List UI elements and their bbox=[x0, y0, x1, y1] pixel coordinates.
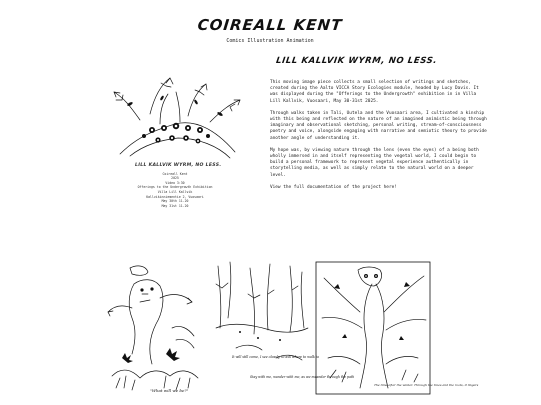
caption-line: 2025 bbox=[171, 176, 179, 181]
caption-line: May 31st 11-20 bbox=[161, 203, 189, 208]
plant-creature-illustration bbox=[100, 74, 250, 164]
caption-line: Kallvikinniementie 2, Vuosaari bbox=[146, 194, 204, 199]
sketch-note-middle-2: Stay with me, wander with me, as we meander through the path bbox=[250, 375, 355, 379]
documentation-link[interactable]: View the full documentation of the project here! bbox=[270, 184, 397, 190]
site-subtitle: Comics Illustration Animation bbox=[226, 38, 314, 44]
sketch-note-middle-1: It will still come, I see clearly, to ask where to walk to bbox=[232, 355, 320, 359]
artwork-caption bbox=[135, 163, 222, 208]
caption-line: May 30th 11-20 bbox=[161, 199, 189, 204]
sketch-creature-in-grass bbox=[102, 258, 208, 398]
sketch-note-right: The time after the winter. Through the trees and the roots, it lingers bbox=[374, 383, 479, 387]
project-title: LILL KALLVIK WYRM, NO LESS. bbox=[275, 56, 438, 66]
paragraph: My hope was, by viewing nature through the lens (even the eyes) of a being both wholly immersed in and itself representing the vegetal world, I could begin to build a personal framework to represent vegetal experience authentically in storytelling media, as well as simply relate to the natural world on a deeper level. bbox=[270, 147, 479, 178]
caption-line: Offerings to the Undergrowth Exhibition bbox=[137, 185, 213, 190]
sketch-note-left: "What will we be?" bbox=[150, 388, 189, 393]
sketch-forest-path bbox=[210, 258, 355, 398]
sketch-tree-spirit bbox=[314, 258, 479, 398]
project-description bbox=[270, 80, 488, 197]
site-title[interactable]: COIREALL KENT bbox=[196, 16, 344, 34]
paragraph: This moving image piece collects a small selection of writings and sketches, created during the Aalto VICCA Story Ecologies module, headed by Lucy Davis. It was displayed during the "Offerings to the Undergrowth" exhibition in in Villa Lill Kallvik, Vuosaari, May 30-31st 2025. bbox=[270, 80, 479, 104]
caption-line: Coireall Kent bbox=[162, 171, 188, 176]
caption-line: Video 3:30 bbox=[165, 180, 185, 185]
caption-line: Villa Lill Kallvik bbox=[157, 189, 193, 194]
caption-title: LILL KALLVIK WYRM, NO LESS. bbox=[135, 163, 222, 168]
paragraph: Through walks taken in Tali, Uutela and the Vuosaari area, I cultivated a kinship with this being and reflected on the nature of an imagined animistic being through imaginary and observational sketching, personal writing, stream-of-consciousness poetry and voice, alongside engaging with narrative and semiotic theory to provide another angle of understanding it. bbox=[270, 110, 487, 141]
